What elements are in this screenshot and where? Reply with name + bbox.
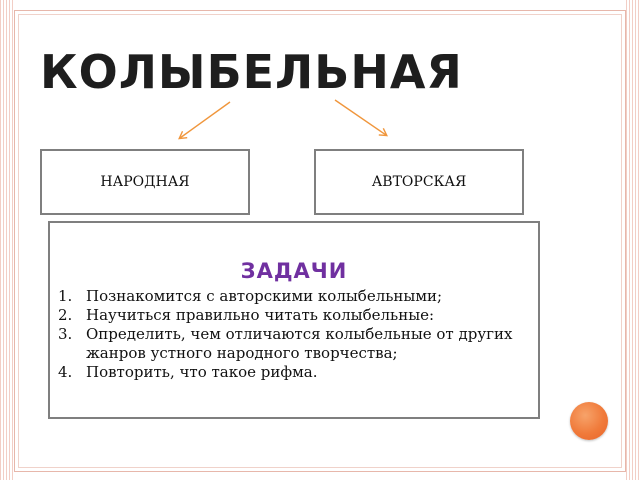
task-number: 1.	[58, 287, 73, 305]
task-list	[58, 287, 528, 382]
arrow-to-author	[335, 100, 386, 135]
folk-lullaby-label: НАРОДНАЯ	[100, 174, 190, 190]
task-text: Научиться правильно читать колыбельные:	[86, 306, 435, 324]
arrow-to-folk	[180, 102, 230, 138]
tasks-box	[48, 221, 540, 419]
task-number: 3.	[58, 325, 73, 343]
task-text: Определить, чем отличаются колыбельные от других жанров устного народного творчества;	[86, 325, 513, 362]
task-item	[58, 306, 528, 325]
author-lullaby-label: АВТОРСКАЯ	[371, 174, 467, 190]
task-number: 4.	[58, 363, 73, 381]
slide-title: КОЛЫБЕЛЬНАЯ	[40, 45, 463, 99]
tasks-heading: ЗАДАЧИ	[240, 259, 348, 283]
task-text: Познакомится с авторскими колыбельными;	[86, 287, 443, 305]
task-number: 2.	[58, 306, 73, 324]
task-item	[58, 363, 528, 382]
folk-lullaby-box	[40, 149, 250, 215]
task-text: Повторить, что такое рифма.	[86, 363, 318, 381]
orange-circle-decoration	[570, 402, 608, 440]
author-lullaby-box	[314, 149, 524, 215]
task-item	[58, 325, 528, 363]
task-item	[58, 287, 528, 306]
